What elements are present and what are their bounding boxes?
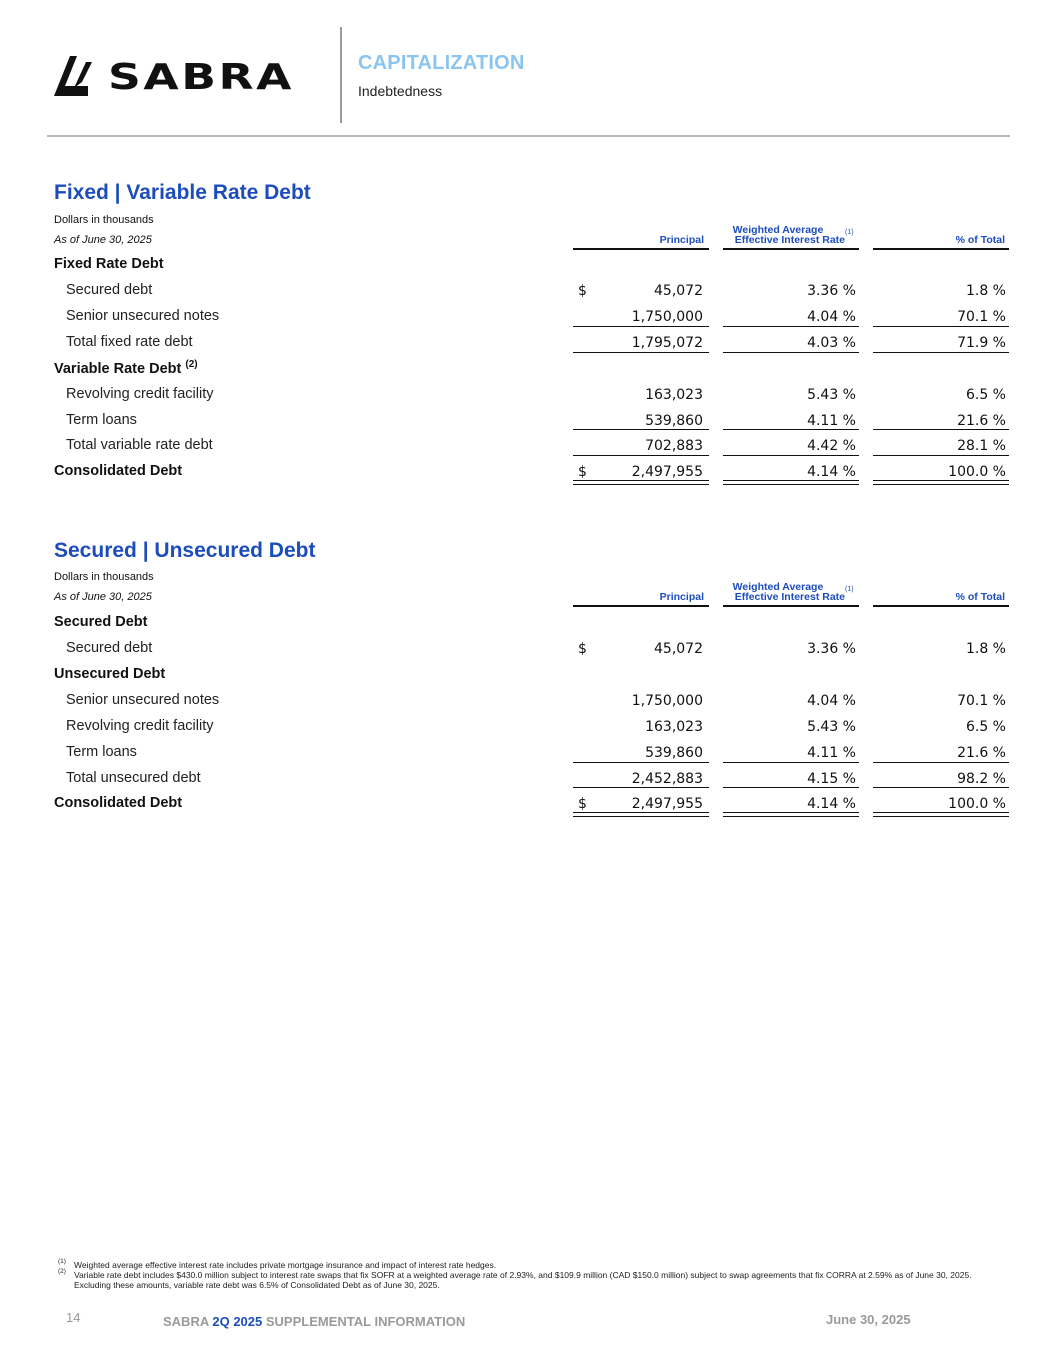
total-double-rule	[573, 480, 709, 485]
subtotal-rule	[873, 455, 1009, 456]
table-row	[0, 355, 1055, 381]
pct-value: 1.8 %	[965, 641, 1006, 657]
table-row	[0, 714, 1055, 740]
dollar-sign: $	[578, 641, 587, 657]
header-rule	[47, 135, 1010, 137]
page-number: 14	[66, 1310, 81, 1325]
total-double-rule	[873, 812, 1009, 817]
rate-value: 4.03 %	[807, 335, 856, 351]
footer-period: 2Q 2025	[212, 1314, 263, 1329]
col-wa-line1: Weighted Average	[732, 224, 824, 236]
table-row	[0, 610, 1055, 636]
pct-value: 21.6 %	[957, 745, 1006, 761]
dollar-sign: $	[578, 464, 587, 480]
principal-value: 2,497,955	[631, 796, 703, 812]
row-label: Consolidated Debt	[54, 463, 183, 479]
subtotal-rule	[723, 787, 859, 788]
table-row	[0, 636, 1055, 662]
row-label-text: Variable Rate Debt	[54, 360, 182, 377]
header-divider	[340, 27, 342, 123]
subtotal-rule	[723, 326, 859, 327]
principal-value: 539,860	[645, 745, 703, 761]
footnote-marker: (2)	[58, 1268, 66, 1275]
table-row	[0, 766, 1055, 792]
col-wa-line1: Weighted Average	[732, 581, 824, 593]
table-row	[0, 382, 1055, 408]
rate-value: 4.42 %	[807, 438, 856, 454]
pct-value: 6.5 %	[965, 719, 1006, 735]
subtotal-rule	[723, 455, 859, 456]
principal-value: 1,750,000	[631, 693, 703, 709]
rate-value: 4.14 %	[807, 464, 856, 480]
pct-value: 28.1 %	[957, 438, 1006, 454]
row-label: Secured debt	[66, 282, 153, 298]
col-wa-footnote: (1)	[845, 586, 854, 593]
pct-value: 1.8 %	[965, 283, 1006, 299]
rate-value: 4.04 %	[807, 309, 856, 325]
subtotal-rule	[573, 352, 709, 353]
row-label: Secured debt	[66, 640, 153, 656]
row-label: Consolidated Debt	[54, 795, 183, 811]
pct-value: 100.0 %	[948, 464, 1006, 480]
table-row	[0, 408, 1055, 434]
principal-value: 45,072	[654, 641, 703, 657]
pct-value: 100.0 %	[948, 796, 1006, 812]
row-label: Secured Debt	[54, 614, 148, 630]
principal-value: 45,072	[654, 283, 703, 299]
row-label: Revolving credit facility	[66, 386, 214, 402]
rate-value: 3.36 %	[807, 641, 856, 657]
footnote-text: Weighted average effective interest rate includes private mortgage insurance and impact of interest rate hedges.	[74, 1260, 497, 1270]
rate-value: 4.11 %	[807, 413, 856, 429]
section-title: CAPITALIZATION	[358, 52, 525, 74]
row-label: Senior unsecured notes	[66, 308, 220, 324]
header-underline	[723, 248, 859, 250]
principal-value: 1,750,000	[631, 309, 703, 325]
pct-value: 71.9 %	[957, 335, 1006, 351]
total-double-rule	[573, 812, 709, 817]
table-title: Fixed | Variable Rate Debt	[54, 181, 311, 204]
subtotal-rule	[873, 762, 1009, 763]
subtotal-rule	[573, 762, 709, 763]
rate-value: 4.11 %	[807, 745, 856, 761]
dollar-sign: $	[578, 796, 587, 812]
logo-wordmark: SABRA	[108, 57, 294, 98]
subtotal-rule	[873, 429, 1009, 430]
col-pct-total: % of Total	[955, 234, 1005, 246]
footer-title	[163, 1314, 465, 1329]
table-row	[0, 662, 1055, 688]
pct-value: 70.1 %	[957, 693, 1006, 709]
row-label: Total variable rate debt	[66, 437, 213, 453]
principal-value: 2,497,955	[631, 464, 703, 480]
footer-date: June 30, 2025	[826, 1312, 911, 1327]
rate-value: 5.43 %	[807, 387, 856, 403]
col-wa-line2: Effective Interest Rate	[734, 591, 845, 603]
table-row	[0, 688, 1055, 714]
row-label	[54, 359, 198, 377]
row-label: Total unsecured debt	[66, 770, 201, 786]
units-note: Dollars in thousands	[54, 214, 154, 226]
subtotal-rule	[573, 326, 709, 327]
subtotal-rule	[723, 429, 859, 430]
subtotal-rule	[573, 455, 709, 456]
footnote-marker: (2)	[185, 359, 198, 370]
subtotal-rule	[873, 326, 1009, 327]
footer-company: SABRA	[163, 1314, 209, 1329]
header-underline	[873, 605, 1009, 607]
principal-value: 163,023	[645, 387, 703, 403]
principal-value: 163,023	[645, 719, 703, 735]
section-subtitle: Indebtedness	[358, 83, 443, 99]
pct-value: 98.2 %	[957, 771, 1006, 787]
total-double-rule	[723, 480, 859, 485]
col-pct-total: % of Total	[955, 591, 1005, 603]
footnote-text: Variable rate debt includes $430.0 million subject to interest rate swaps that fix SOFR at a weighted average rate of 2.93%, and $109.9 million (CAD $150.0 million) subject to swap agreements that fix CORRA at 2.59% as of June 30, 2025. Excluding these amounts, variable rate debt was 6.5% of Consolidated Debt as of June 30, 2025.	[74, 1270, 972, 1290]
row-label: Total fixed rate debt	[66, 334, 193, 350]
col-wa-line2: Effective Interest Rate	[734, 234, 845, 246]
pct-value: 21.6 %	[957, 413, 1006, 429]
principal-value: 702,883	[645, 438, 703, 454]
header-underline	[873, 248, 1009, 250]
pct-value: 70.1 %	[957, 309, 1006, 325]
total-double-rule	[873, 480, 1009, 485]
principal-value: 539,860	[645, 413, 703, 429]
row-label: Term loans	[66, 744, 137, 760]
rate-value: 4.14 %	[807, 796, 856, 812]
header-underline	[573, 605, 709, 607]
principal-value: 2,452,883	[631, 771, 703, 787]
subtotal-rule	[573, 787, 709, 788]
units-note: Dollars in thousands	[54, 571, 154, 583]
col-wa-footnote: (1)	[845, 229, 854, 236]
footnote-marker: (1)	[58, 1258, 66, 1265]
col-principal: Principal	[659, 234, 704, 246]
principal-value: 1,795,072	[631, 335, 703, 351]
total-double-rule	[723, 812, 859, 817]
row-label: Senior unsecured notes	[66, 692, 220, 708]
table-row	[0, 278, 1055, 304]
as-of-date: As of June 30, 2025	[54, 234, 152, 246]
rate-value: 4.04 %	[807, 693, 856, 709]
row-label: Revolving credit facility	[66, 718, 214, 734]
sabra-logo	[52, 52, 297, 98]
dollar-sign: $	[578, 283, 587, 299]
row-label: Fixed Rate Debt	[54, 256, 164, 272]
rate-value: 3.36 %	[807, 283, 856, 299]
subtotal-rule	[723, 352, 859, 353]
pct-value: 6.5 %	[965, 387, 1006, 403]
as-of-date: As of June 30, 2025	[54, 591, 152, 603]
subtotal-rule	[723, 762, 859, 763]
footer-doc: SUPPLEMENTAL INFORMATION	[265, 1314, 466, 1329]
header-underline	[573, 248, 709, 250]
subtotal-rule	[873, 787, 1009, 788]
row-label: Term loans	[66, 412, 137, 428]
table-title: Secured | Unsecured Debt	[54, 539, 316, 562]
header-underline	[723, 605, 859, 607]
col-principal: Principal	[659, 591, 704, 603]
subtotal-rule	[873, 352, 1009, 353]
rate-value: 4.15 %	[807, 771, 856, 787]
row-label: Unsecured Debt	[54, 666, 166, 682]
table-row	[0, 252, 1055, 278]
rate-value: 5.43 %	[807, 719, 856, 735]
subtotal-rule	[573, 429, 709, 430]
